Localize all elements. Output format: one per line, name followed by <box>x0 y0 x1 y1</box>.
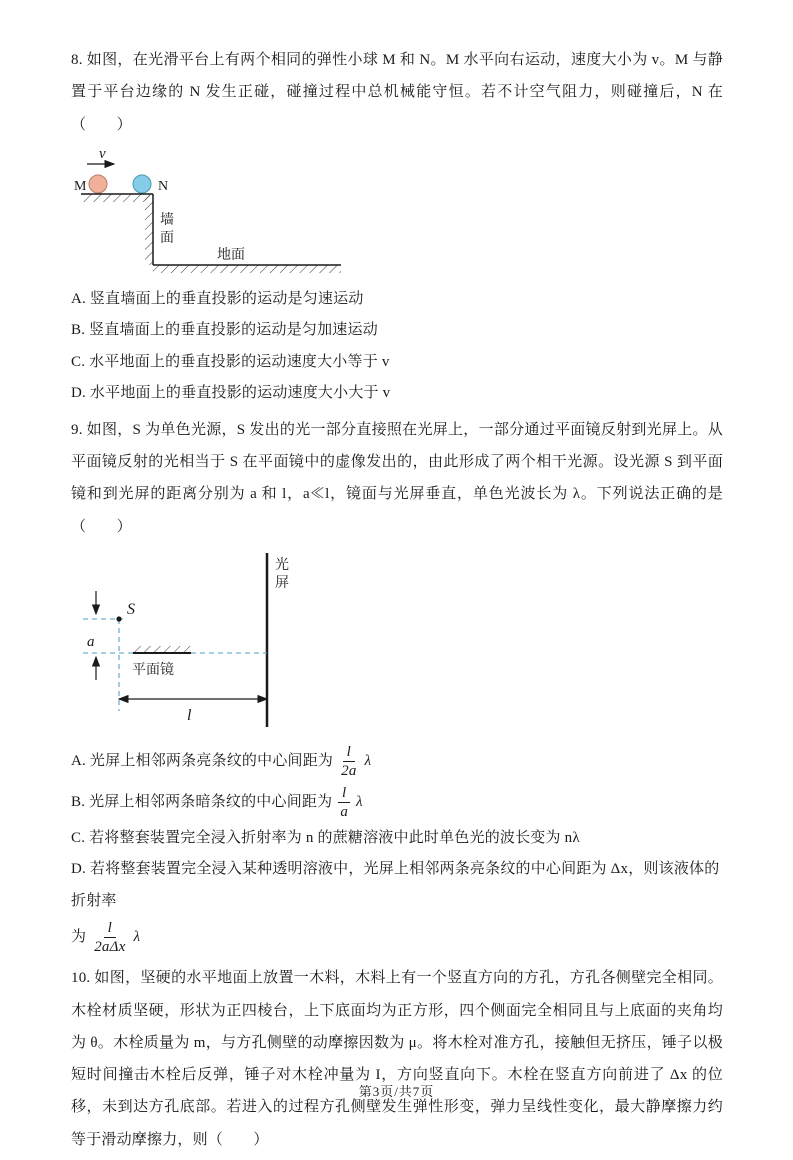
wall-label-char2: 面 <box>160 230 174 246</box>
q9-option-a-text: A. 光屏上相邻两条亮条纹的中心间距为 <box>71 752 334 769</box>
fraction-numerator: l <box>343 743 355 762</box>
source-s-label: S <box>127 600 135 618</box>
q9-option-d <box>71 854 723 958</box>
fraction-denominator: 2a <box>341 762 357 779</box>
q9-option-d-lambda: λ <box>133 929 141 945</box>
q8-diagram <box>71 145 351 280</box>
wall-label-char1: 墙 <box>160 212 174 228</box>
fraction-denominator: 2aΔx <box>94 939 126 956</box>
q8-options <box>71 284 723 410</box>
fraction-numerator: l <box>104 919 116 938</box>
screen-label-char2: 屏 <box>275 575 289 591</box>
wall-hatching <box>145 194 153 265</box>
mirror-label: 平面镜 <box>132 662 174 678</box>
page-footer: 第3页/共7页 <box>358 1084 435 1099</box>
q8-option-d: D. 水平地面上的垂直投影的运动速度大小大于 v <box>71 385 391 402</box>
mirror-hatching <box>133 646 191 653</box>
velocity-label: v <box>99 145 106 162</box>
platform-hatching <box>81 194 153 202</box>
question-10 <box>71 962 723 1156</box>
q9-option-b-text: B. 光屏上相邻两条暗条纹的中心间距为 <box>71 793 333 810</box>
q8-option-a: A. 竖直墙面上的垂直投影的运动是匀速运动 <box>71 290 364 307</box>
question-9 <box>71 414 723 959</box>
ground-label: 地面 <box>217 247 245 263</box>
fraction-l-over-a <box>336 784 352 821</box>
fraction-denominator: a <box>340 803 349 820</box>
q9-option-c: C. 若将整套装置完全浸入折射率为 n 的蔗糖溶液中此时单色光的波长变为 nλ <box>71 829 580 846</box>
q9-option-a-lambda: λ <box>364 752 372 769</box>
q10-stem: 10. 如图，坚硬的水平地面上放置一木料，木料上有一个竖直方向的方孔，方孔各侧壁完全相同。木栓材质坚硬，形状为正四棱台，上下底面均为正方形，四个侧面完全相同且与上底面的夹角均为 θ。木栓质量为 m，与方孔侧壁的动摩擦因数为 μ。将木栓对准方孔，接触但无挤压，锤子以极短时间撞击木栓后反弹，锤子对木栓冲量为 I，方向竖直向下。木栓在竖直方向前进了 Δx 的位移，未到达方孔底部。若进入的过程方孔侧壁发生弹性形变，弹力呈线性变化，最大静摩擦力约等于滑动摩擦力，则（ ） <box>71 970 723 1148</box>
q8-stem: 8. 如图，在光滑平台上有两个相同的弹性小球 M 和 N。M 水平向右运动，速度大小为 v。M 与静置于平台边缘的 N 发生正碰，碰撞过程中总机械能守恒。若不计空气阻力，则碰撞后，N 在（ ） <box>71 52 723 133</box>
screen-label-char1: 光 <box>275 557 289 573</box>
ground-hatching <box>153 265 341 273</box>
q8-option-c: C. 水平地面上的垂直投影的运动速度大小等于 v <box>71 353 390 370</box>
q9-option-d-line1: D. 若将整套装置完全浸入某种透明溶液中，光屏上相邻两条亮条纹的中心间距为 Δx，则该液体的折射率 <box>71 861 720 909</box>
q9-diagram <box>71 547 321 737</box>
q9-option-d-line2 <box>71 917 723 958</box>
fraction-numerator: l <box>338 784 350 803</box>
q9-option-b-lambda: λ <box>356 793 363 810</box>
distance-a-label: a <box>87 633 95 650</box>
fraction-l-over-2a <box>337 743 360 780</box>
q9-stem: 9. 如图，S 为单色光源，S 发出的光一部分直接照在光屏上，一部分通过平面镜反射到光屏上。从平面镜反射的光相当于 S 在平面镜中的虚像发出的，由此形成了两个相干光源。设光源 S 到平面镜和到光屏的距离分别为 a 和 l，a≪l，镜面与光屏垂直，单色光波长为 λ。下列说法正确的是（ ） <box>71 421 723 535</box>
q9-option-b <box>71 782 723 823</box>
q9-option-a <box>71 741 723 782</box>
q9-option-d-text: 为 <box>71 929 87 945</box>
ball-n-text: N <box>158 178 169 194</box>
source-s-dot <box>116 616 121 621</box>
distance-l-label: l <box>187 706 192 724</box>
q9-options <box>71 741 723 959</box>
question-8 <box>71 44 723 410</box>
fraction-l-over-2a-delta-x <box>90 919 129 956</box>
ball-n <box>133 175 151 193</box>
ball-m <box>89 175 107 193</box>
q8-option-b: B. 竖直墙面上的垂直投影的运动是匀加速运动 <box>71 322 378 339</box>
exam-page <box>71 44 723 1160</box>
ball-m-text: M <box>74 178 87 194</box>
